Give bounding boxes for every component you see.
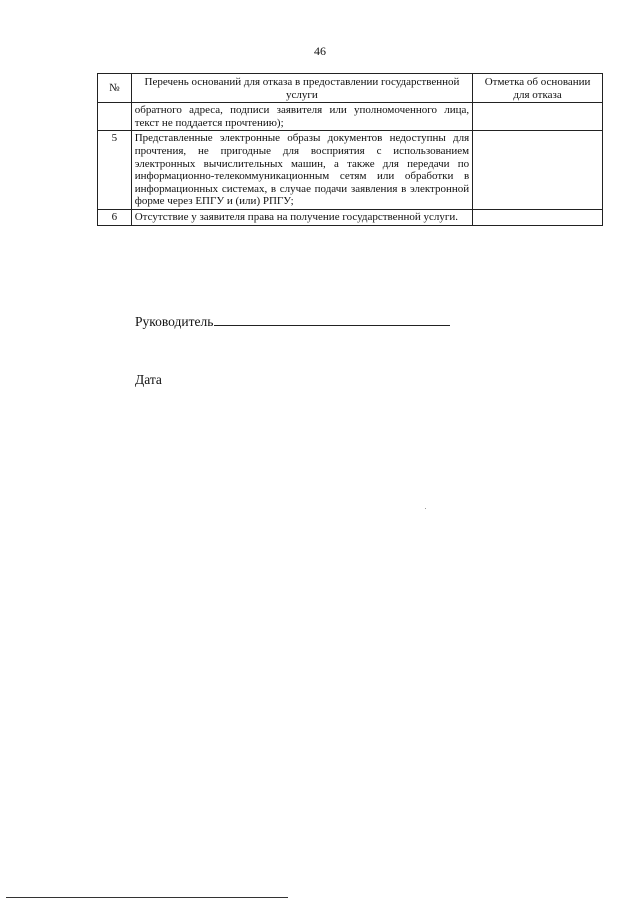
table-header-row bbox=[98, 74, 603, 103]
table-row bbox=[98, 131, 603, 210]
row-reason: обратного адреса, подписи заявителя или уполномоченного лица, текст не поддается прочтению); bbox=[131, 103, 472, 131]
header-number: № bbox=[98, 74, 132, 103]
row-number bbox=[98, 103, 132, 131]
row-number: 6 bbox=[98, 209, 132, 225]
scan-speck bbox=[425, 508, 426, 509]
row-mark bbox=[473, 103, 603, 131]
refusal-grounds-table bbox=[97, 73, 603, 226]
date-label: Дата bbox=[135, 372, 162, 387]
signature-line bbox=[214, 313, 450, 326]
row-mark bbox=[473, 131, 603, 210]
footnote-divider bbox=[6, 897, 288, 898]
page-number: 46 bbox=[314, 44, 326, 58]
row-number: 5 bbox=[98, 131, 132, 210]
row-reason: Отсутствие у заявителя права на получение государственной услуги. bbox=[131, 209, 472, 225]
header-mark: Отметка об основании для отказа bbox=[473, 74, 603, 103]
row-reason: Представленные электронные образы документов недоступны для прочтения, не пригодные для восприятия с использованием электронных вычислительных машин, а также для передачи по информационно-телекоммуникационным сетям или обработки в информационных системах, в случае подачи заявления в электронной форме через ЕПГУ и (или) РПГУ; bbox=[131, 131, 472, 210]
header-reason: Перечень оснований для отказа в предоставлении государственной услуги bbox=[131, 74, 472, 103]
table-row bbox=[98, 103, 603, 131]
signature-label: Руководитель bbox=[135, 314, 214, 329]
signature-block bbox=[135, 313, 450, 330]
row-mark bbox=[473, 209, 603, 225]
table-row bbox=[98, 209, 603, 225]
